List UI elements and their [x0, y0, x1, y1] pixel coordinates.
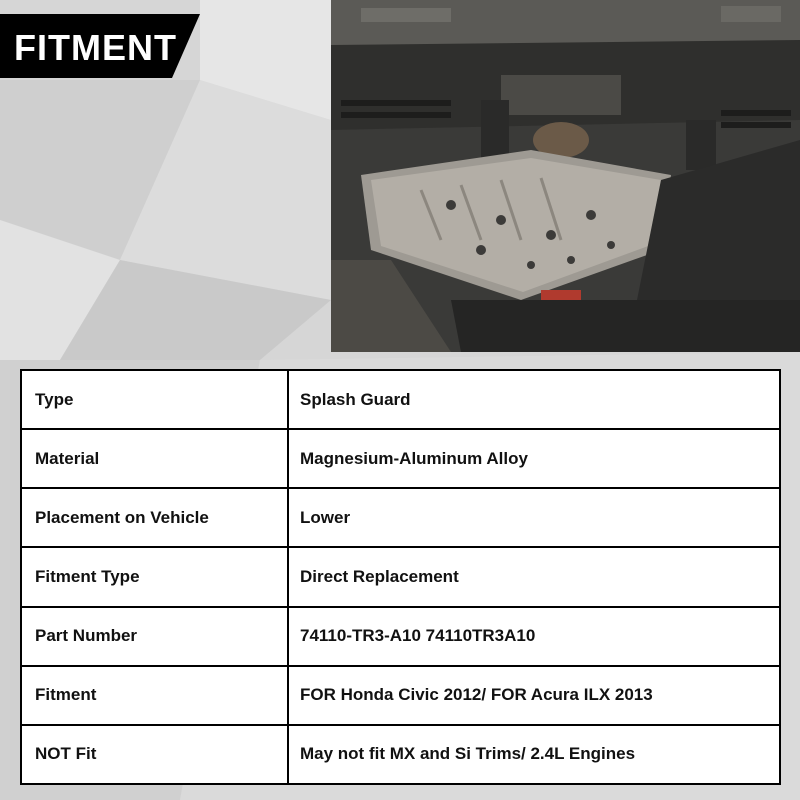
spec-label: Placement on Vehicle	[21, 488, 288, 547]
table-row	[21, 607, 780, 666]
spec-value: 74110-TR3-A10 74110TR3A10	[288, 607, 780, 666]
underbody-splash-guard-photo-icon	[331, 0, 800, 352]
table-row	[21, 725, 780, 784]
product-photo	[331, 0, 800, 352]
table-row	[21, 666, 780, 725]
spec-value: May not fit MX and Si Trims/ 2.4L Engines	[288, 725, 780, 784]
table-row	[21, 429, 780, 488]
table-row	[21, 488, 780, 547]
spec-value: Lower	[288, 488, 780, 547]
spec-value: Magnesium-Aluminum Alloy	[288, 429, 780, 488]
spec-label: Type	[21, 370, 288, 429]
spec-label: Fitment Type	[21, 547, 288, 606]
spec-value: Splash Guard	[288, 370, 780, 429]
spec-label: Material	[21, 429, 288, 488]
fitment-title: FITMENT	[14, 27, 177, 68]
table-row	[21, 547, 780, 606]
table-row	[21, 370, 780, 429]
spec-label: NOT Fit	[21, 725, 288, 784]
spec-label: Part Number	[21, 607, 288, 666]
spec-label: Fitment	[21, 666, 288, 725]
spec-table	[20, 369, 781, 785]
spec-value: FOR Honda Civic 2012/ FOR Acura ILX 2013	[288, 666, 780, 725]
spec-value: Direct Replacement	[288, 547, 780, 606]
